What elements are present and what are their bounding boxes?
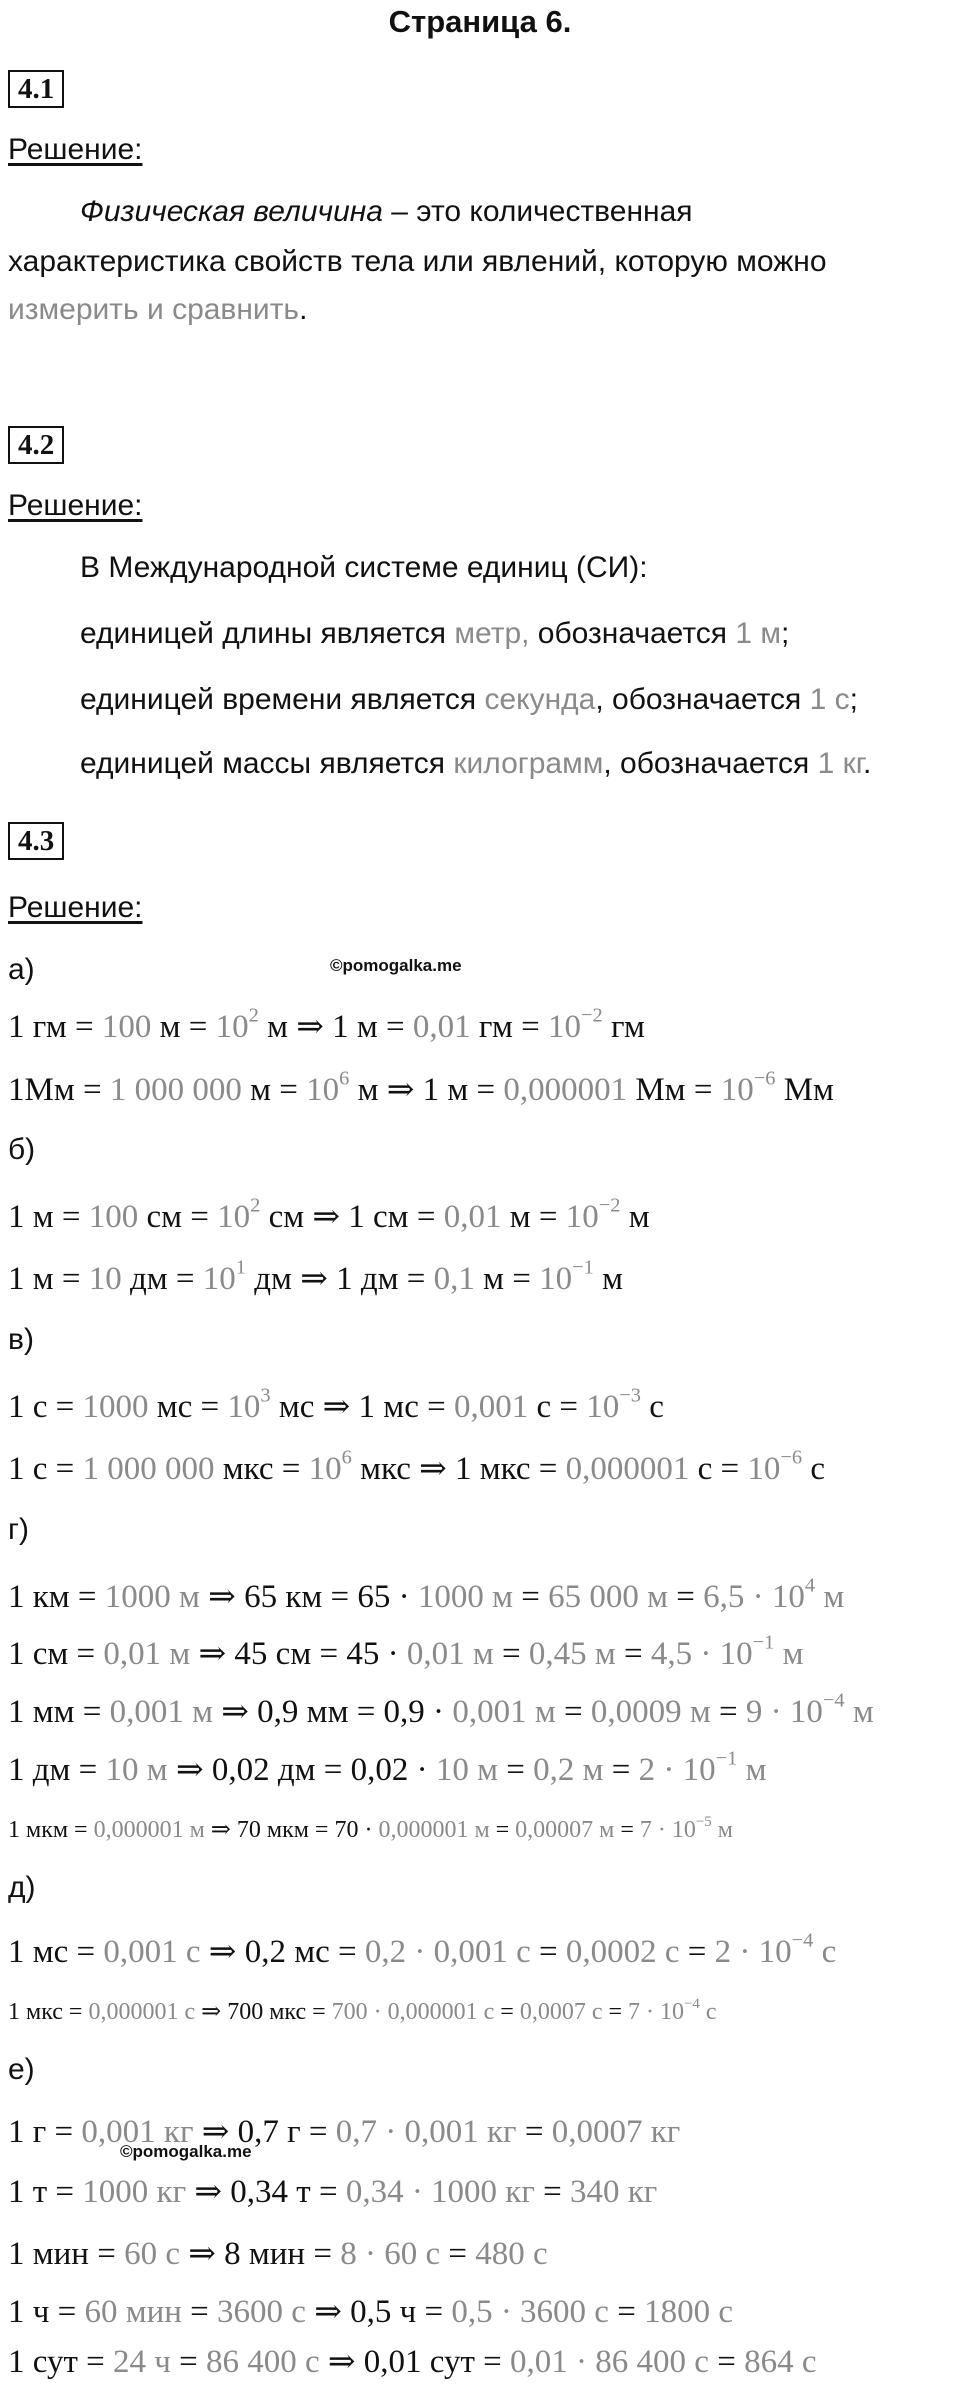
equation-cm: 1 м = 100 см = $10^2$ см ⇒ 1 см = 0,01 $м = 10^{-2}$ м xyxy=(8,1194,650,1235)
equation-min: 1 мин = 60 с ⇒ 8 мин = 8 · 60 с = 480 с xyxy=(8,2236,548,2272)
definition-highlight: измерить и сравнить xyxy=(8,293,300,326)
equation-dm-2: 1 дм = 10 м ⇒ 0,02 дм = 0,02 · 10 м = 0,2 $м = 2 \cdot 10^{-1}$ м xyxy=(8,1747,767,1788)
equation-mm-mega: 1Мм = 1 000 000 $м = 10^6$ м ⇒ 1 м = 0,000001 Мм = $10^{-6}$ Мм xyxy=(8,1067,834,1108)
definition-line-2: характеристика свойств тела или явлений, которую можно xyxy=(8,245,827,278)
equation-ms: 1 с = 1000 мс = $10^3$ мс ⇒ 1 мс = 0,001 $с = 10^{-3}$ с xyxy=(8,1384,664,1425)
section-number-4-3: 4.3 xyxy=(8,822,64,860)
definition-term: Физическая величина xyxy=(80,195,383,228)
solution-label: Решение: xyxy=(8,133,143,166)
equation-h: 1 ч = 60 мин = 3600 с ⇒ 0,5 ч = 0,5 · 3600 с = 1800 с xyxy=(8,2294,733,2330)
equation-t: 1 т = 1000 кг ⇒ 0,34 т = 0,34 · 1000 кг = 340 кг xyxy=(8,2174,658,2210)
equation-mm: 1 мм = 0,001 м ⇒ 0,9 мм = 0,9 · 0,001 м = 0,0009 $м = 9 \cdot 10^{-4}$ м xyxy=(8,1689,874,1730)
sublabel-v: в) xyxy=(8,1323,34,1356)
sublabel-b: б) xyxy=(8,1133,36,1166)
definition-line-1 xyxy=(80,190,693,234)
equation-km: 1 км = 1000 м ⇒ 65 км = 65 · 1000 м = 65 000 $м = 6,5 \cdot 10^4$ м xyxy=(8,1574,845,1615)
si-time-row: единицей времени является секунда, обозначается 1 с; xyxy=(80,683,858,716)
equation-dm: 1 м = 10 дм = $10^1$ дм ⇒ 1 дм = 0,1 $м = 10^{-1}$ м xyxy=(8,1256,624,1297)
equation-ms-2: 1 мс = 0,001 с ⇒ 0,2 мс = 0,2 · 0,001 с = 0,0002 $с = 2 \cdot 10^{-4}$ с xyxy=(8,1929,837,1970)
solution-label: Решение: xyxy=(8,489,143,522)
equation-day: 1 сут = 24 ч = 86 400 с ⇒ 0,01 сут = 0,01 · 86 400 с = 864 с xyxy=(8,2344,817,2380)
section-number-4-2: 4.2 xyxy=(8,426,64,464)
sublabel-a: а) xyxy=(8,953,35,986)
sublabel-d: д) xyxy=(8,1871,36,1904)
equation-cm-2: 1 см = 0,01 м ⇒ 45 см = 45 · 0,01 м = 0,45 $м = 4,5 \cdot 10^{-1}$ м xyxy=(8,1631,804,1672)
solution-label: Решение: xyxy=(8,891,143,924)
equation-hm: 1 гм = 100 $м = 10^2$ м ⇒ 1 м = 0,01 гм = $10^{-2}$ гм xyxy=(8,1004,645,1045)
equation-mks: 1 с = 1 000 000 мкс = $10^6$ мкс ⇒ 1 мкс = 0,000001 $с = 10^{-6}$ с xyxy=(8,1446,826,1487)
si-intro: В Международной системе единиц (СИ): xyxy=(80,551,648,584)
sublabel-e: е) xyxy=(8,2053,35,2086)
equation-mks-2: 1 мкс = 0,000001 с ⇒ 700 мкс = 700 · 0,000001 с = 0,0007 $с = 7 \cdot 10^{-4}$ с xyxy=(8,1995,717,2025)
watermark: ©pomogalka.me xyxy=(120,2142,252,2161)
section-number-4-1: 4.1 xyxy=(8,70,64,108)
equation-mkm: 1 мкм = 0,000001 м ⇒ 70 мкм = 70 · 0,000001 м = 0,00007 $м = 7 \cdot 10^{-5}$ м xyxy=(8,1813,733,1843)
page-title: Страница 6. xyxy=(388,4,572,39)
si-mass-row: единицей массы является килограмм, обозначается 1 кг. xyxy=(80,747,872,780)
watermark: ©pomogalka.me xyxy=(330,956,462,975)
equation-g: 1 г = 0,001 кг ⇒ 0,7 г = 0,7 · 0,001 кг = 0,0007 кг xyxy=(8,2114,681,2150)
si-length-row: единицей длины является метр, обозначается 1 м; xyxy=(80,617,790,650)
definition-line-3 xyxy=(8,288,307,332)
definition-text: – это количественная xyxy=(382,195,693,228)
definition-end: . xyxy=(299,293,308,326)
sublabel-g: г) xyxy=(8,1513,29,1546)
